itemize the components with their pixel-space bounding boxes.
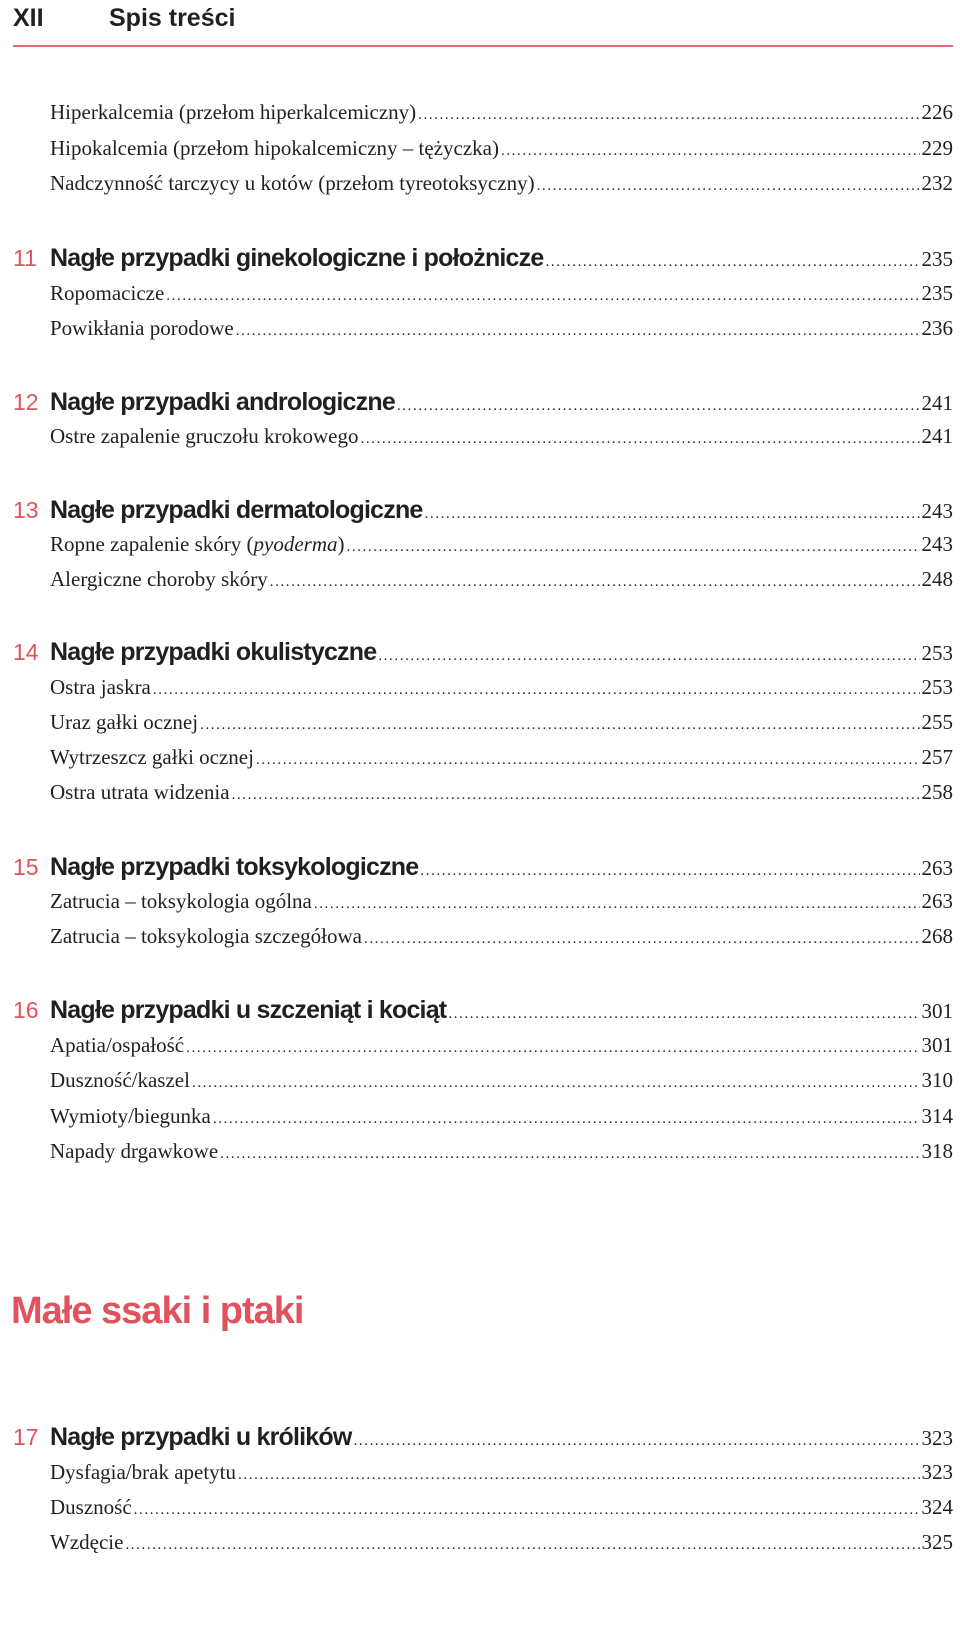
page-ref: 263 (921, 856, 953, 880)
page-ref: 229 (921, 136, 953, 160)
page-ref: 255 (921, 710, 953, 734)
entry-title: Zatrucia – toksykologia ogólna (50, 889, 312, 913)
toc-entry-row (13, 675, 953, 707)
toc-entry-row (13, 1068, 953, 1100)
dot-leader (314, 896, 920, 913)
dot-leader (125, 1537, 919, 1554)
toc-chapter-row (13, 996, 953, 1028)
toc-entry-row (13, 100, 953, 132)
page-ref: 243 (921, 532, 953, 556)
chapter-number: 16 (13, 997, 39, 1023)
dot-leader (236, 323, 920, 340)
dot-leader (238, 1467, 919, 1484)
toc-chapter-row (13, 496, 953, 528)
entry-title: Alergiczne choroby skóry (50, 567, 268, 591)
toc-entry-row (13, 1530, 953, 1562)
entry-title: Ostre zapalenie gruczołu krokowego (50, 424, 359, 448)
toc-entry-row (13, 745, 953, 777)
entry-title: Hipokalcemia (przełom hipokalcemiczny – tężyczka) (50, 136, 499, 160)
toc-entry-row (13, 780, 953, 812)
entry-title: Dysfagia/brak apetytu (50, 1460, 237, 1484)
chapter-number: 13 (13, 497, 39, 523)
entry-title: Zatrucia – toksykologia szczegółowa (50, 924, 362, 948)
dot-leader (397, 398, 920, 415)
entry-title: Hiperkalcemia (przełom hiperkalcemiczny) (50, 100, 417, 124)
toc-entry-row (13, 171, 953, 203)
dot-leader (360, 431, 919, 448)
page-ref: 325 (921, 1530, 953, 1554)
page-ref: 314 (921, 1104, 953, 1128)
page-ref: 241 (921, 424, 953, 448)
page-ref: 243 (921, 499, 953, 523)
chapter-number: 17 (13, 1424, 39, 1450)
entry-title: Duszność (50, 1495, 132, 1519)
page-ref: 253 (921, 641, 953, 665)
chapter-title: Nagłe przypadki toksykologiczne (50, 853, 419, 881)
entry-title: Ropne zapalenie skóry (pyoderma) (50, 532, 345, 556)
page-ref: 253 (921, 675, 953, 699)
dot-leader (501, 143, 920, 160)
toc-entry-row (13, 567, 953, 599)
header-rule (13, 45, 953, 47)
entry-title: Ostra jaskra (50, 675, 151, 699)
page-ref: 248 (921, 567, 953, 591)
toc-entry-row (13, 1495, 953, 1527)
toc-chapter-row (13, 244, 953, 276)
dot-leader (425, 506, 920, 523)
dot-leader (186, 1040, 919, 1057)
chapter-title: Nagłe przypadki dermatologiczne (50, 496, 423, 524)
page-ref: 323 (921, 1426, 953, 1450)
page-ref: 301 (921, 1033, 953, 1057)
entry-title: Duszność/kaszel (50, 1068, 190, 1092)
header-title: Spis treści (109, 4, 236, 32)
page-ref: 232 (921, 171, 953, 195)
toc-entry-row (13, 1104, 953, 1136)
page-ref: 318 (921, 1139, 953, 1163)
page-header (13, 0, 953, 46)
toc-entry-row (13, 1139, 953, 1171)
page-ref: 258 (921, 780, 953, 804)
entry-title: Powikłania porodowe (50, 316, 234, 340)
chapter-title: Nagłe przypadki andrologiczne (50, 388, 395, 416)
toc-entry-row (13, 532, 953, 564)
entry-title: Apatia/ospałość (50, 1033, 185, 1057)
page-ref: 235 (921, 247, 953, 271)
chapter-number: 11 (13, 245, 37, 271)
page-ref: 241 (921, 391, 953, 415)
toc-entry-row (13, 710, 953, 742)
entry-title: Ostra utrata widzenia (50, 780, 230, 804)
page-ref: 226 (921, 100, 953, 124)
dot-leader (166, 288, 919, 305)
dot-leader (378, 648, 919, 665)
page-ref: 263 (921, 889, 953, 913)
toc-chapter-row (13, 853, 953, 885)
dot-leader (213, 1111, 920, 1128)
dot-leader (134, 1502, 920, 1519)
dot-leader (364, 931, 920, 948)
page-ref: 236 (921, 316, 953, 340)
dot-leader (537, 178, 920, 195)
dot-leader (347, 539, 920, 556)
chapter-number: 14 (13, 639, 39, 665)
dot-leader (420, 863, 919, 880)
chapter-title: Nagłe przypadki okulistyczne (50, 638, 377, 666)
entry-title: Wytrzeszcz gałki ocznej (50, 745, 254, 769)
dot-leader (448, 1006, 919, 1023)
chapter-title: Nagłe przypadki ginekologiczne i położnicze (50, 244, 544, 272)
dot-leader (192, 1075, 920, 1092)
toc-entry-row (13, 136, 953, 168)
dot-leader (220, 1146, 919, 1163)
toc-entry-row (13, 924, 953, 956)
entry-title: Nadczynność tarczycy u kotów (przełom tyreotoksyczny) (50, 171, 535, 195)
dot-leader (545, 254, 919, 271)
toc-chapter-row (13, 388, 953, 420)
dot-leader (232, 787, 920, 804)
page-ref: 235 (921, 281, 953, 305)
dot-leader (200, 717, 919, 734)
entry-title: Ropomacicze (50, 281, 165, 305)
toc-entry-row (13, 281, 953, 313)
toc-entry-row (13, 1033, 953, 1065)
chapter-number: 15 (13, 854, 39, 880)
chapter-title: Nagłe przypadki u szczeniąt i kociąt (50, 996, 447, 1024)
dot-leader (270, 574, 920, 591)
toc-entry-row (13, 424, 953, 456)
dot-leader (256, 752, 920, 769)
toc-chapter-row (13, 1423, 953, 1455)
toc-chapter-row (13, 638, 953, 670)
page-ref: 257 (921, 745, 953, 769)
entry-title: Wzdęcie (50, 1530, 124, 1554)
dot-leader (418, 107, 919, 124)
page-number: XII (13, 4, 44, 32)
toc-entry-row (13, 316, 953, 348)
page-ref: 310 (921, 1068, 953, 1092)
page-ref: 301 (921, 999, 953, 1023)
page-ref: 268 (921, 924, 953, 948)
dot-leader (153, 682, 920, 699)
entry-title: Wymioty/biegunka (50, 1104, 211, 1128)
chapter-number: 12 (13, 389, 39, 415)
toc-entry-row (13, 1460, 953, 1492)
part-title: Małe ssaki i ptaki (11, 1290, 304, 1332)
chapter-title: Nagłe przypadki u królików (50, 1423, 352, 1451)
page-ref: 323 (921, 1460, 953, 1484)
entry-title: Uraz gałki ocznej (50, 710, 199, 734)
dot-leader (354, 1433, 920, 1450)
entry-title: Napady drgawkowe (50, 1139, 219, 1163)
toc-entry-row (13, 889, 953, 921)
page-ref: 324 (921, 1495, 953, 1519)
